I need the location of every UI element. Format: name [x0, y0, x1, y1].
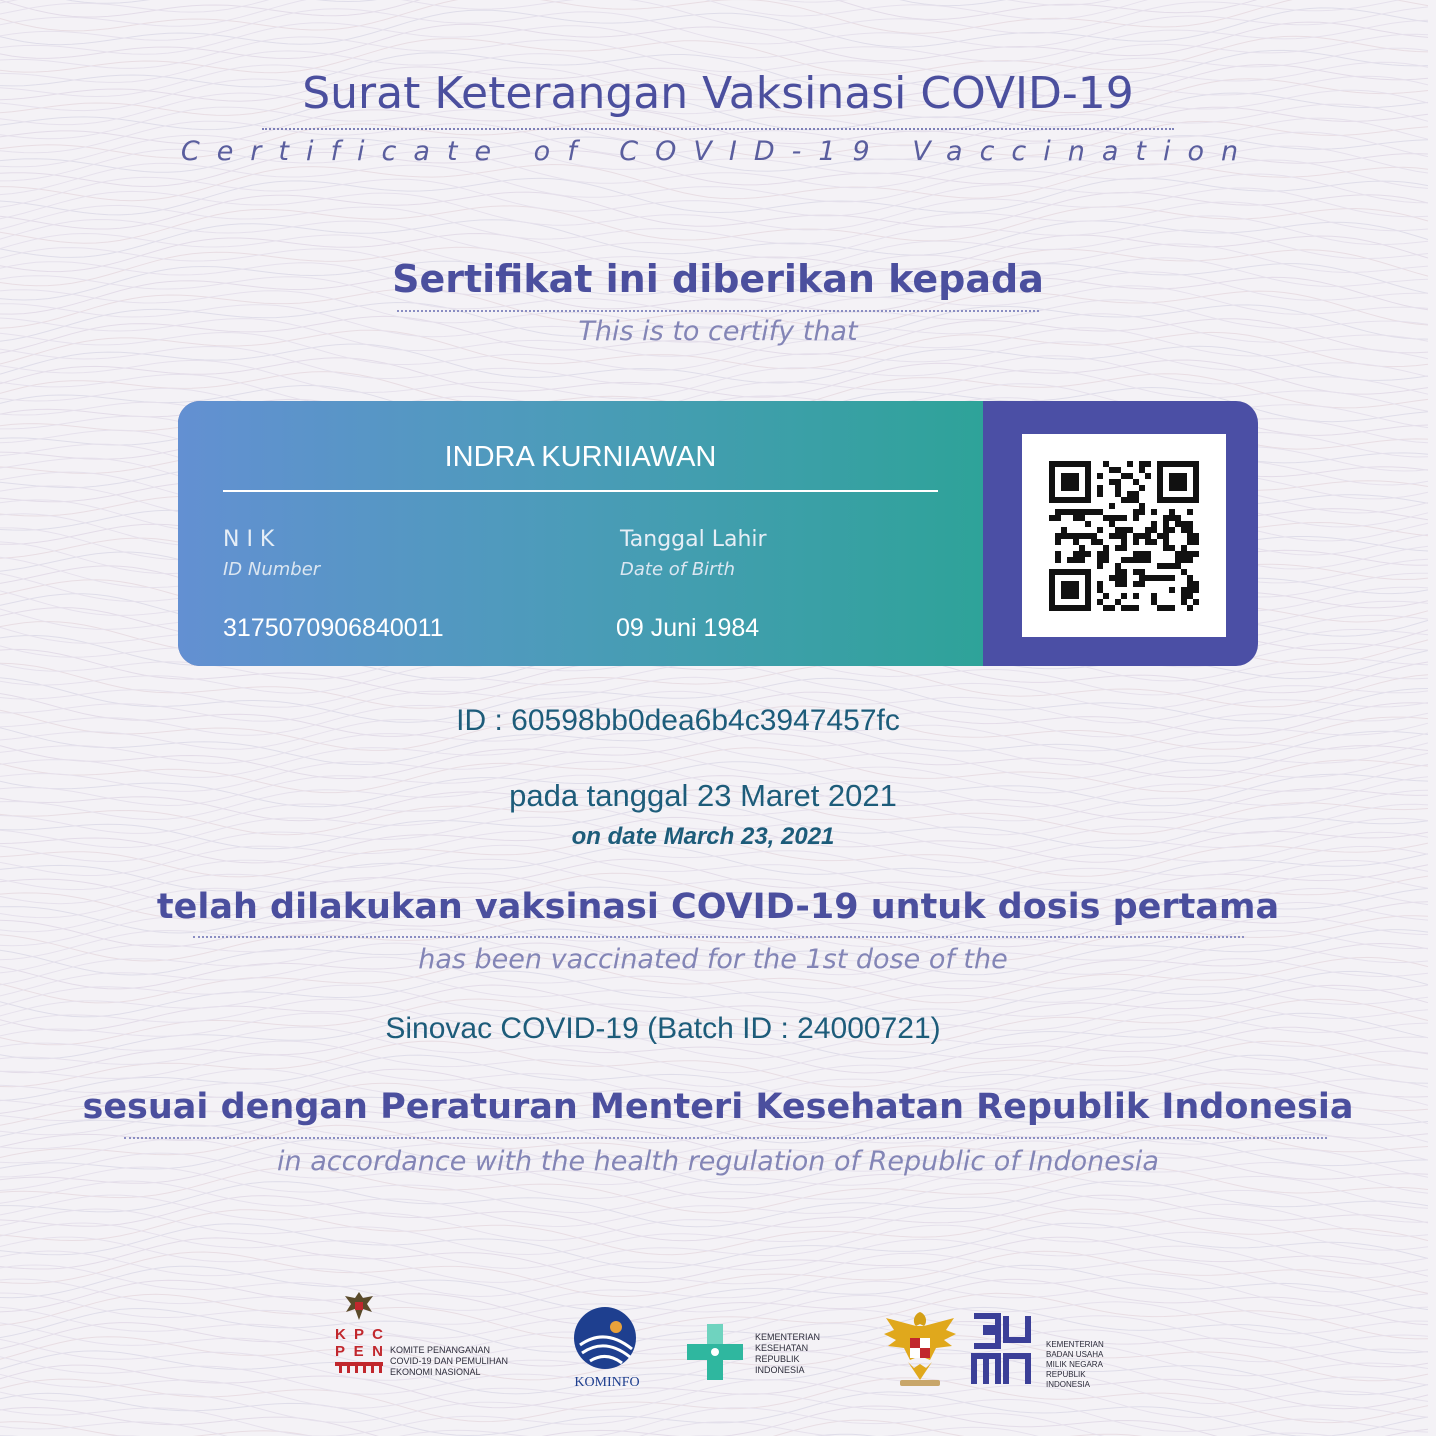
kpcpen-letter: P: [335, 1343, 346, 1360]
bumn-text: REPUBLIK: [1046, 1370, 1086, 1379]
kpcpen-letter: K: [335, 1326, 346, 1343]
garuda-pancasila-logo: [880, 1308, 960, 1390]
kemenkes-text: INDONESIA: [755, 1365, 805, 1375]
qr-code: [1022, 434, 1226, 637]
title-divider: [262, 128, 1174, 130]
kpcpen-letter: E: [353, 1343, 364, 1360]
vaccine-name: Sinovac COVID-19 (Batch ID : 24000721): [385, 1012, 941, 1045]
kpcpen-text: KOMITE PENANGANAN: [390, 1345, 491, 1355]
kemenkes-text: KEMENTERIAN: [755, 1332, 821, 1342]
kpcpen-letter: P: [353, 1326, 364, 1343]
intro-divider: [397, 310, 1039, 312]
kominfo-logo: [562, 1305, 652, 1395]
kominfo-text: KOMINFO: [574, 1375, 640, 1390]
bumn-text: BADAN USAHA: [1046, 1350, 1104, 1359]
dob-value: 09 Juni 1984: [616, 614, 760, 642]
kpcpen-text: EKONOMI NASIONAL: [390, 1367, 481, 1377]
vaccination-date: pada tanggal 23 Maret 2021: [509, 778, 897, 813]
regulation-subheading: in accordance with the health regulation of Republic of Indonesia: [277, 1146, 1159, 1177]
kemenkes-text: KESEHATAN: [755, 1343, 809, 1353]
bumn-text: MILIK NEGARA: [1046, 1360, 1103, 1369]
document-title: Surat Keterangan Vaksinasi COVID-19: [302, 68, 1134, 119]
kemenkes-text: REPUBLIK: [755, 1354, 800, 1364]
kpcpen-mark: [335, 1326, 383, 1378]
kpcpen-text: COVID-19 DAN PEMULIHAN: [390, 1356, 509, 1366]
certificate-id: ID : 60598bb0dea6b4c3947457fc: [456, 704, 900, 737]
kemenkes-logo: [683, 1320, 843, 1390]
kpcpen-letter: N: [372, 1343, 383, 1360]
holder-name: INDRA KURNIAWAN: [444, 441, 717, 473]
bumn-emblem-icon: [968, 1310, 1038, 1390]
name-divider: [223, 490, 938, 492]
vaccination-date-english: on date March 23, 2021: [571, 823, 835, 850]
nik-label: N I K: [223, 527, 275, 552]
kpcpen-bar-icon: [335, 1361, 383, 1373]
bumn-text: INDONESIA: [1046, 1380, 1091, 1389]
nik-sublabel: ID Number: [223, 559, 321, 580]
dob-label: Tanggal Lahir: [620, 527, 767, 552]
dose-subheading: has been vaccinated for the 1st dose of the: [418, 944, 1008, 975]
bumn-logo: [968, 1310, 1118, 1390]
kemenkes-emblem-icon: [683, 1320, 747, 1386]
regulation-heading: sesuai dengan Peraturan Menteri Kesehatan Republik Indonesia: [82, 1087, 1354, 1127]
intro-heading: Sertifikat ini diberikan kepada: [392, 257, 1044, 301]
dob-sublabel: Date of Birth: [620, 559, 736, 580]
regulation-divider: [124, 1137, 1327, 1139]
nik-value: 3175070906840011: [223, 614, 444, 642]
garuda-emblem-icon: [342, 1290, 376, 1322]
garuda-pancasila-icon: [880, 1308, 960, 1390]
bumn-text: KEMENTERIAN: [1046, 1340, 1104, 1349]
qr-code-icon: [1022, 434, 1226, 637]
dose-heading: telah dilakukan vaksinasi COVID-19 untuk dosis pertama: [156, 887, 1280, 927]
kominfo-emblem-icon: [570, 1305, 640, 1371]
kpcpen-letter: C: [372, 1326, 383, 1343]
document-subtitle: Certificate of COVID-19 Vaccination: [180, 136, 1256, 167]
dose-divider: [193, 936, 1244, 938]
intro-subheading: This is to certify that: [578, 316, 858, 347]
identity-card: [178, 401, 1258, 666]
kpcpen-logo: [330, 1290, 530, 1390]
card-gradient-panel: [178, 401, 983, 666]
